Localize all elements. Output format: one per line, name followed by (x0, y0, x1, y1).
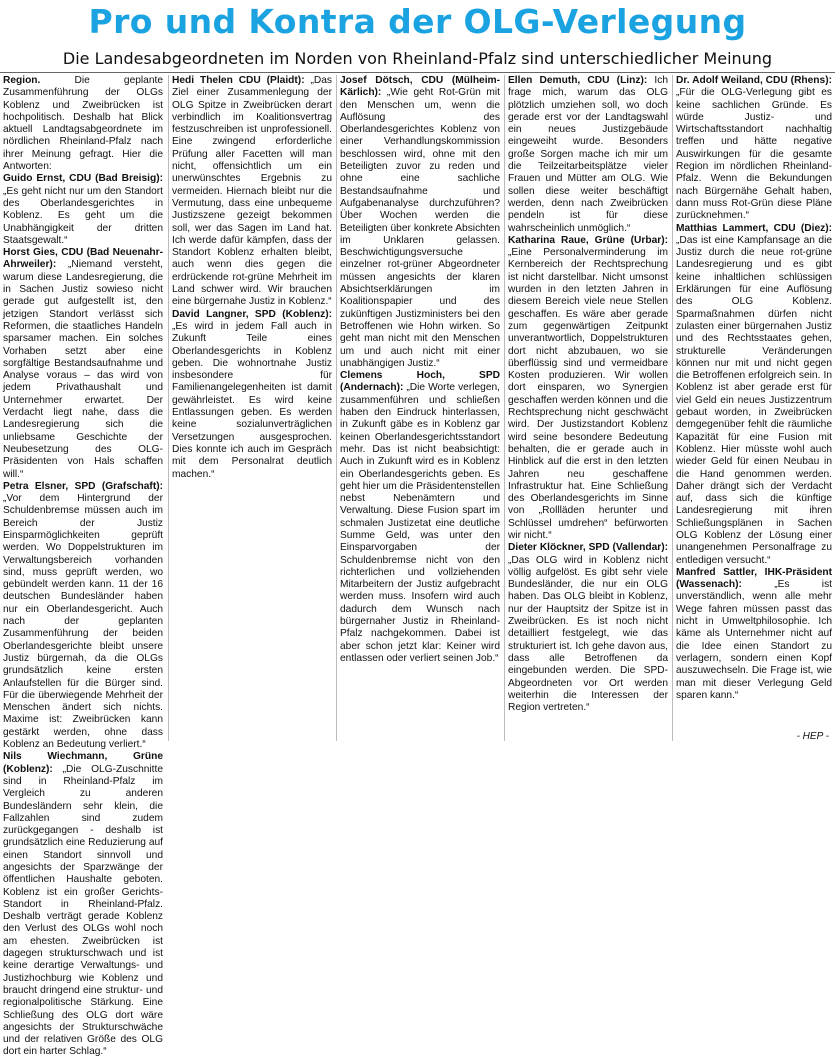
statement (3, 481, 163, 752)
statement (676, 75, 832, 223)
statement (3, 247, 163, 481)
author-signature: - HEP - (796, 731, 829, 742)
statement-speaker: Dieter Klöckner, SPD (Vallendar): (508, 542, 668, 554)
column-divider (672, 75, 673, 741)
statement-speaker: David Langner, SPD (Koblenz): (172, 308, 332, 320)
statement-text: „Das Ziel einer Zusammenlegung der OLG Spitze in Zweibrücken derart verbindlich im Koalitionsvertrag festzuschreiben ist unprofessionell. Eine zwingend erforderliche Prüfung aller Facetten will man nicht, offensichtlich um ein unerwünschtes Ergebnis zu vermeiden. Hiernach bleibt nur die Vermutung, dass eine unbequeme Justizszene gezeigt bekommen soll, wer das Sagen im Land hat. Ich werde dafür kämpfen, dass der Standort Koblenz erhalten bleibt, auch wenn dies gegen die erdrückende rot-grüne Mehrheit im Land schwer wird. Wir brauchen eine bürgernahe Justiz in Koblenz.“ (172, 75, 332, 308)
statement (508, 542, 668, 714)
statement-speaker: Matthias Lammert, CDU (Diez): (676, 222, 832, 234)
statement (3, 173, 163, 247)
statement-speaker: Dr. Adolf Weiland, CDU (Rhens): (676, 75, 832, 86)
statement-text: „Für die OLG-Verlegung gibt es keine sachlichen Gründe. Es würde Justiz- und Wirtschaftsstandort nachhaltig treffen und hätte negative Auswirkungen für die gesamte Region im nördlichen Rheinland-Pfalz. Wenn die Bekundungen nach Bürgernähe Gehalt haben, dann muss Rot-Grün diese Pläne zurücknehmen.“ (676, 87, 832, 222)
statement-speaker: Clemens Hoch, SPD (Andernach): (340, 370, 500, 394)
statement-speaker: Guido Ernst, CDU (Bad Breisig): (3, 173, 163, 185)
column-5 (676, 75, 832, 741)
column-divider (336, 75, 337, 741)
statement-text: „Eine Personalverminderung im Kernbereich der Rechtsprechung ist nicht darstellbar. Nicht umsonst wurden in den letzten Jahren in diesem Bereich viele neue Stellen geschaffen. Es wäre aber gerade zum gegenwärtigen Zeitpunkt unverantwortlich, Doppelstrukturen dort nicht abzubauen, wo sie überflüssig sind und vermeidbare Kosten produzieren. Wir wollen dort einsparen, wo Synergien geschaffen werden können und die Rechtsprechung nicht geschwächt wird. Der Justizstandort Koblenz wird seine besondere Bedeutung behalten, die er gerade auch in Hinblick auf die erst in den letzten Jahren neu geschaffene Infrastruktur hat. Eine Schließung des Oberlandesgerichts im Sinne von „Rollläden herunter und Schlüssel umdrehen“ befürworten wir nicht.“ (508, 247, 668, 541)
statement (340, 370, 500, 665)
intro-text: Die geplante Zusammenführung der OLGs Koblenz und Zweibrücken ist hochpolitisch. Deshalb hat Blick aktuell Landtagsabgeordnete im nördlichen Rheinland-Pfalz nach ihrer Meinung gefragt. Hier die Antworten: (3, 75, 163, 173)
statement-speaker: Nils Wiechmann, Grüne (Koblenz): (3, 751, 163, 775)
column-divider (504, 75, 505, 741)
statement (3, 751, 163, 1058)
statement (172, 309, 332, 481)
title-rule (0, 72, 835, 73)
statement-text: „Das ist eine Kampfansage an die Justiz durch die neue rot-grüne Landesregierung und es gibt keine inhaltlichen schlüssigen Erklärungen für eine Auflösung des OLG Koblenz. Sparmaßnahmen dürfen nicht zulasten einer bürgernahen Justiz und des Rechtsstaates gehen, strukturelle Veränderungen können nur mit und nicht gegen die Betroffenen erfolgreich sein. In Koblenz ist aber gerade erst für viel Geld ein neues Justizzentrum gebaut worden, in Zweibrücken demgegenüber fehlt die räumliche Kapazität für eine Fusion mit Koblenz. Hier müsste wohl auch wieder Geld für einen Neubau in die Hand genommen werden. Daher drängt sich der Verdacht auf, dass sich die künftige Landesregierung mit ihren Schließungsplänen in Sachen OLG Koblenz der Lösung einer unangenehmen Personalfrage zu entledigen versucht.“ (676, 234, 832, 566)
statement-text: „Niemand versteht, warum diese Landesregierung, die in Sachen Justiz sowieso nicht gerade gut aufgestellt ist, den jetzigen Standort verlässt sich Reformen, die staatliches Handeln sparsamer machen. Ein solches Vorhaben setzt aber eine sorgfältige Bestandsaufnahme und Analyse voraus – das wird von jedem Privathaushalt und Unternehmer erwartet. Der Verdacht liegt nahe, dass die Landesregierung sich die unliebsame Geschichte der Neubesetzung des OLG-Präsidenten von Hals schaffen will.“ (3, 259, 163, 480)
statement-speaker: Hedi Thelen CDU (Plaidt): (172, 75, 305, 86)
statement-speaker: Petra Elsner, SPD (Grafschaft): (3, 480, 163, 492)
statement-text: Ich frage mich, warum das OLG plötzlich umziehen soll, wo doch gerade erst vor der Landtagswahl ein neues Justizgebäude eingeweiht wurde. Besonders große Sorgen mache ich mir um die Teilzeitarbeitsplätze vieler Frauen und Mütter am OLG. Wie sollen diese weiter beschäftigt werden, denn nach Zweibrücken pendeln ist für diese wahrscheinlich unmöglich.“ (508, 75, 668, 234)
column-1 (3, 75, 163, 1058)
intro-lead: Region. (3, 75, 41, 86)
column-2 (172, 75, 332, 741)
article-title: Pro und Kontra der OLG-Verlegung (88, 2, 747, 41)
statement-text: „Die OLG-Zuschnitte sind in Rheinland-Pfalz im Vergleich zu anderen Bundesländern sehr klein, die Fallzahlen sind zudem zurückgegangen - deshalb ist grundsätzlich eine Reduzierung auf einen Standort sinnvoll und angesichts der Sparzwänge der öffentlichen Haushalte geboten. Koblenz ist ein großer Gerichts-Standort in Rheinland-Pfalz. Deshalb verträgt gerade Koblenz den Verlust des OLGs wohl noch am ehesten. Zweibrücken ist dagegen strukturschwach und ist keine derartige Verwaltungs- und Justizhochburg wie Koblenz und braucht dringend eine struktur- und regionalpolitische Stärkung. Eine Schließung des OLG dort wäre angesichts der Strukturschwäche und der relativen Größe des OLG dort ein harter Schlag.“ (3, 763, 163, 1058)
statement-text: „Die Worte verlegen, zusammenführen und schließen haben den Eindruck hinterlassen, in Zukunft gäbe es in Koblenz gar keinen Oberlandesgerichtsstandort mehr. Das ist nicht beabsichtigt: Auch in Zukunft wird es in Koblenz ein Oberlandesgerichts geben. Es geht hier um die Präsidentenstellen nebst Nebenämtern und Verwaltung. Diese Fusion spart im schmalen Justizetat eine deutliche Summe Geld, was unter den Einsparvorgaben der Schuldenbremse nicht von den richterlichen und vollziehenden Mitarbeitern der Justiz aufgebracht werden muss. Insofern wird auch dadurch dem Wunsch nach bürgernaher Justiz in Rheinland-Pfalz nachgekommen. Dabei ist aber schon jetzt klar: Keiner wird entlassen oder verliert seinen Job.“ (340, 382, 500, 664)
statement (676, 567, 832, 702)
column-divider (168, 75, 169, 741)
statement (172, 75, 332, 309)
intro-paragraph (3, 75, 163, 173)
column-4 (508, 75, 668, 741)
column-3 (340, 75, 500, 741)
statement-text: „Das OLG wird in Koblenz nicht völlig aufgelöst. Es gibt sehr viele Bundesländer, die nur ein OLG haben. Das OLG bleibt in Koblenz, nur der Hauptsitz der Spitze ist in Zweibrücken. Es ist noch nicht detailliert festgelegt, wie das strukturiert ist. Ich gehe davon aus, dass alle Betroffenen da eingebunden werden. Die SPD-Abgeordneten vor Ort werden weiterhin die Interessen der Region vertreten.“ (508, 554, 668, 714)
statement (340, 75, 500, 370)
statement-text: „Vor dem Hintergrund der Schuldenbremse müssen auch im Bereich der Justiz Einsparmöglichkeiten geprüft werden. Wo Doppelstrukturen im Verwaltungsbereich vorhanden sind, muss geprüft werden, wo gebündelt werden kann. 11 der 16 deutschen Bundesländer haben nur ein Oberlandesgericht. Auch nach der geplanten Zusammenführung der beiden Oberlandesgerichte bleibt unsere Justiz bürgernah, da die OLGs grundsätzlich keine ersten Anlaufstellen für die Bürger sind. Für die überwiegende Mehrheit der Menschen ändert sich nichts. Maxime ist: Zweibrücken kann gestärkt werden, ohne dass Koblenz an Bedeutung verliert.“ (3, 493, 163, 751)
article-subtitle: Die Landesabgeordneten im Norden von Rheinland-Pfalz sind unterschiedlicher Meinung (62, 49, 773, 68)
statement (508, 75, 668, 235)
statement-text: „Wie geht Rot-Grün mit den Menschen um, wenn die Auflösung des Oberlandesgerichtes Koblenz von einer Verhandlungskommission beschlossen wird, ohne mit den Beteiligten zuvor zu reden und ohne eine sachliche Bestandsaufnahme und Aufgabenanalyse durchzuführen? Über Wochen werden die Beteiligten über konkrete Absichten im Unklaren gelassen. Beschwichtigungsversuche einzelner rot-grüner Abgeordneter müssen angesichts der klaren Absichtserklärungen im Koalitionspapier und des zukünftigen Justizministers bei den Betroffenen wie Hohn wirken. So geht man nicht mit den Menschen um und auch nicht mit einer unabhängigen Justiz.“ (340, 87, 500, 369)
statement (508, 235, 668, 542)
statement-speaker: Manfred Sattler, IHK-Präsident (Wassenach): (676, 566, 832, 591)
statement (676, 223, 832, 567)
statement-speaker: Katharina Raue, Grüne (Urbar): (508, 234, 668, 246)
statement-speaker: Josef Dötsch, CDU (Mülheim-Kärlich): (340, 75, 500, 99)
statement-speaker: Horst Gies, CDU (Bad Neuenahr-Ahrweiler): (3, 247, 163, 271)
statement-text: „Es wird in jedem Fall auch in Zukunft Teile eines Oberlandesgerichts in Koblenz geben. Die wohnortnahe Justiz insbesondere für Familienangelegenheiten ist damit gewährleistet. Es wird keine Entlassungen geben. Es werden keine sozialunverträglichen Versetzungen ausgesprochen. Dies konnte ich auch im Gespräch mit dem Personalrat deutlich machen.“ (172, 320, 332, 480)
statement-text: „Es ist unverständlich, wenn alle mehr Wege fahren müssen passt das nicht in Umweltphilosophie. Ich käme als Unternehmer nicht auf die Idee einen Standort zu verlagern, sondern einen Kopf auszuwechseln. Die Frage ist, wie man mit dieser Verlegung Geld sparen kann.“ (676, 579, 832, 701)
statement-speaker: Ellen Demuth, CDU (Linz): (508, 75, 648, 86)
statement-text: „Es geht nicht nur um den Standort des Oberlandesgerichtes in Koblenz. Es geht um die Unabhängigkeit der dritten Staatsgewalt.“ (3, 185, 163, 246)
